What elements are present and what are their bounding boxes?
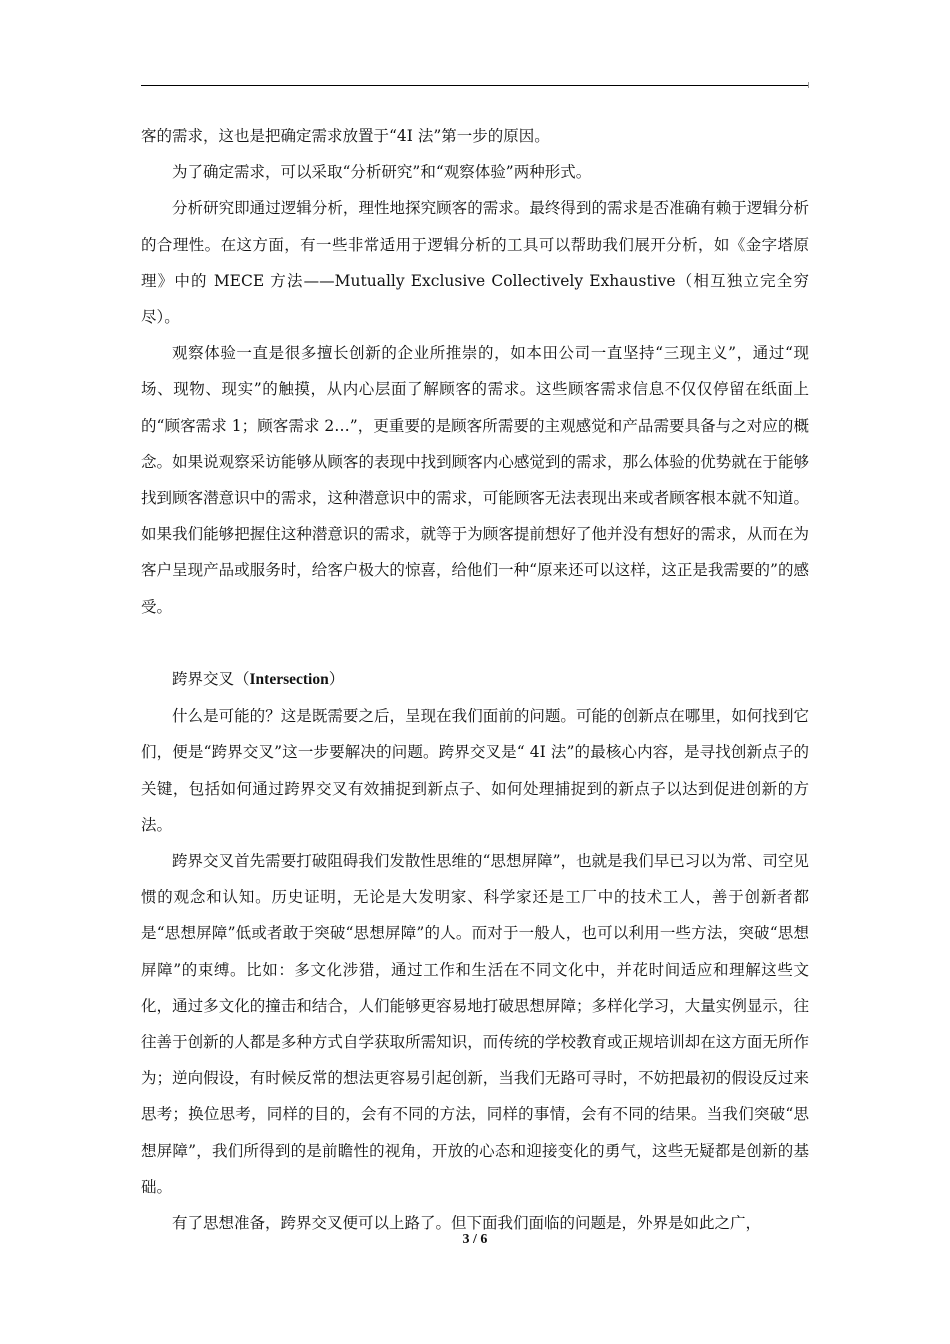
paragraph-observation-experience: 观察体验一直是很多擅长创新的企业所推崇的，如本田公司一直坚持“三现主义”，通过“现场、现物、现实”的触摸，从内心层面了解顾客的需求。这些顾客需求信息不仅仅停留在纸面上的“顾客需求 1；顾客需求 2…”，更重要的是顾客所需要的主观感觉和产品需要具备与之对应的概念。如果说观察采访能够从顾客的表现中找到顾客内心感觉到的需求，那么体验的优势就在于能够找到顾客潜意识中的需求，这种潜意识中的需求，可能顾客无法表现出来或者顾客根本就不知道。如果我们能够把握住这种潜意识的需求，就等于为顾客提前想好了他并没有想好的需求，从而在为客户呈现产品或服务时，给客户极大的惊喜，给他们一种“原来还可以这样，这正是我需要的”的感受。 bbox=[141, 344, 809, 616]
page-number: 3 / 6 bbox=[462, 1232, 488, 1247]
section-heading-intersection bbox=[141, 661, 809, 698]
header-rule bbox=[141, 85, 808, 86]
section-heading-cn: 跨界交叉（ bbox=[172, 670, 250, 689]
paragraph-gap bbox=[141, 625, 809, 661]
paragraph-ready-to-go: 有了思想准备，跨界交叉便可以上路了。但下面我们面临的问题是，外界是如此之广， bbox=[172, 1214, 762, 1233]
paragraph-what-is-possible: 什么是可能的？这是既需要之后，呈现在我们面前的问题。可能的创新点在哪里，如何找到它们，便是“跨界交叉”这一步要解决的问题。跨界交叉是“ 4I 法”的最核心内容，是寻找创新点子的关键，包括如何通过跨界交叉有效捕捉到新点子、如何处理捕捉到的新点子以达到促进创新的方法。 bbox=[141, 707, 809, 834]
header-rule-tick bbox=[808, 82, 809, 88]
paragraph-continuation: 客的需求，这也是把确定需求放置于“4I 法”第一步的原因。 bbox=[141, 127, 550, 145]
document-body bbox=[141, 118, 809, 1241]
section-heading-en: Intersection bbox=[249, 671, 329, 689]
paragraph-determine-needs: 为了确定需求，可以采取“分析研究”和“观察体验”两种形式。 bbox=[172, 163, 592, 182]
paragraph-thinking-barrier: 跨界交叉首先需要打破阻碍我们发散性思维的“思想屏障”，也就是我们早已习以为常、司空见惯的观念和认知。历史证明，无论是大发明家、科学家还是工厂中的技术工人，善于创新者都是“思想屏障”低或者敢于突破“思想屏障”的人。而对于一般人，也可以利用一些方法，突破“思想屏障”的束缚。比如：多文化涉猎，通过工作和生活在不同文化中，并花时间适应和理解这些文化，通过多文化的撞击和结合，人们能够更容易地打破思想屏障；多样化学习，大量实例显示，往往善于创新的人都是多种方式自学获取所需知识，而传统的学校教育或正规培训却在这方面无所作为；逆向假设，有时候反常的想法更容易引起创新，当我们无路可寻时，不妨把最初的假设反过来思考；换位思考，同样的目的，会有不同的方法，同样的事情，会有不同的结果。当我们突破“思想屏障”，我们所得到的是前瞻性的视角，开放的心态和迎接变化的勇气，这些无疑都是创新的基础。 bbox=[141, 852, 809, 1196]
paragraph-analysis-research: 分析研究即通过逻辑分析，理性地探究顾客的需求。最终得到的需求是否准确有赖于逻辑分析的合理性。在这方面，有一些非常适用于逻辑分析的工具可以帮助我们展开分析，如《金字塔原理》中的 MECE 方法——Mutually Exclusive Collectively Exhaustive（相互独立完全穷尽）。 bbox=[141, 199, 809, 327]
section-heading-close: ） bbox=[328, 670, 345, 689]
